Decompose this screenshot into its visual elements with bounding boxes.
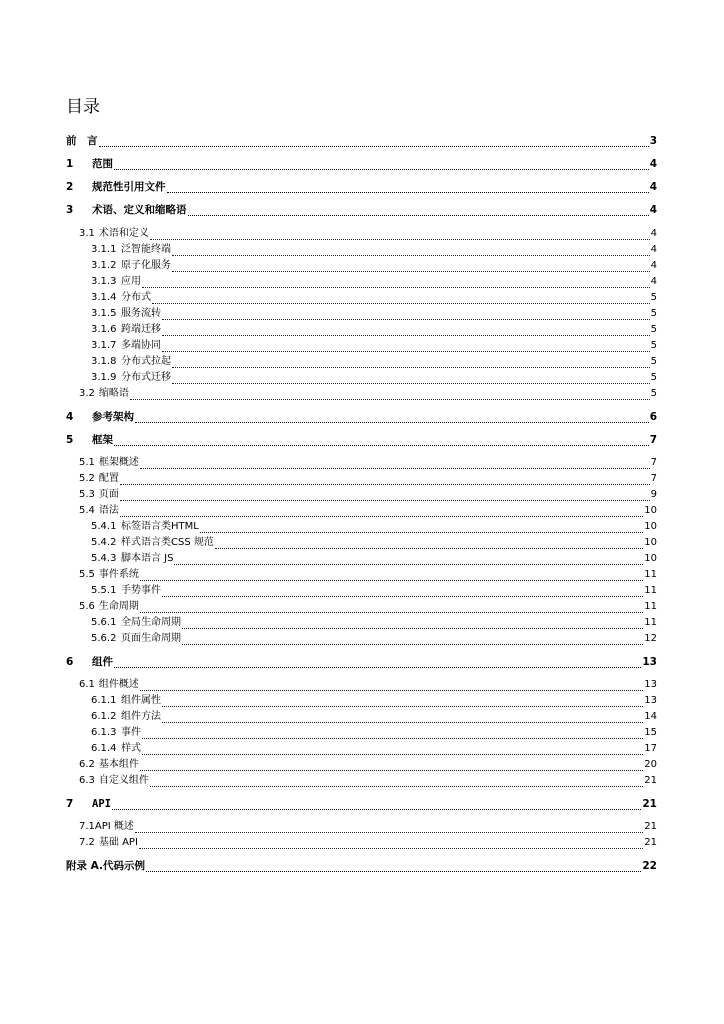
toc-page-number: 10 <box>644 537 657 548</box>
dot-leader <box>135 822 643 833</box>
toc-entry-number: 5.4.2 <box>91 537 117 548</box>
dot-leader <box>114 159 649 170</box>
dot-leader <box>140 760 643 771</box>
toc-entry-label: 代码示例 <box>102 860 145 872</box>
toc-entry-3-1-1[interactable] <box>91 243 657 257</box>
toc-page-number: 11 <box>644 617 657 628</box>
toc-page-number: 12 <box>644 633 657 644</box>
toc-entry-number: 7.1 <box>79 821 95 832</box>
toc-entry-5-4-3[interactable] <box>91 552 657 566</box>
dot-leader <box>130 389 650 400</box>
toc-page-number: 5 <box>650 308 657 319</box>
toc-entry-label: 范围 <box>92 158 113 170</box>
toc-entry-6-1-4[interactable] <box>91 742 657 756</box>
dot-leader <box>142 744 643 755</box>
dot-leader <box>120 506 643 517</box>
toc-page-number: 13 <box>642 656 657 668</box>
toc-entry-label: 样式语言类CSS 规范 <box>121 537 214 548</box>
toc-entry-label: 标签语言类HTML <box>121 521 199 532</box>
toc-entry-label: 事件系统 <box>98 569 139 580</box>
toc-entry-number: 6 <box>66 656 74 668</box>
toc-page-number: 4 <box>649 158 657 170</box>
toc-page-number: 11 <box>644 601 657 612</box>
toc-entry-7-1[interactable] <box>79 820 657 834</box>
toc-entry-number: 5.2 <box>79 473 95 484</box>
toc-page-number: 3 <box>649 135 657 147</box>
toc-page-number: 6 <box>649 411 657 423</box>
toc-entry-7[interactable] <box>66 797 657 811</box>
toc-page-number: 4 <box>649 204 657 216</box>
toc-entry-number: 5.6.2 <box>91 633 117 644</box>
dot-leader <box>146 861 641 872</box>
dot-leader <box>162 696 643 707</box>
toc-entry-3[interactable] <box>66 203 657 217</box>
toc-entry-foreword[interactable] <box>66 134 657 148</box>
dot-leader <box>99 136 649 147</box>
toc-entry-number: 3.1.6 <box>91 324 117 335</box>
toc-page-number: 11 <box>644 569 657 580</box>
toc-entry-number: 5.4.1 <box>91 521 117 532</box>
toc-page-number: 5 <box>650 324 657 335</box>
toc-entry-6-1-3[interactable] <box>91 726 657 740</box>
toc-entry-5-1[interactable] <box>79 456 657 470</box>
toc-entry-label: 基本组件 <box>98 759 139 770</box>
toc-entry-number: 3.1.4 <box>91 292 117 303</box>
toc-page-number: 5 <box>650 388 657 399</box>
toc-entry-3-1[interactable] <box>79 227 657 241</box>
toc-entry-label: 事件 <box>121 727 141 738</box>
toc-entry-number: 6.2 <box>79 759 95 770</box>
toc-entry-label: 生命周期 <box>98 601 139 612</box>
toc-page-number: 21 <box>644 837 657 848</box>
toc-entry-number: 4 <box>66 411 74 423</box>
toc-page-number: 22 <box>642 860 657 872</box>
toc-page-number: 13 <box>644 679 657 690</box>
toc-entry-label: 分布式拉起 <box>121 356 171 367</box>
toc-entry-number: 5.6 <box>79 601 95 612</box>
toc-entry-number: 3.1.3 <box>91 276 117 287</box>
toc-page-number: 17 <box>644 743 657 754</box>
toc-page-number: 13 <box>644 695 657 706</box>
toc-entry-number: 5.6.1 <box>91 617 117 628</box>
toc-entry-6-1-1[interactable] <box>91 694 657 708</box>
toc-page-number: 5 <box>650 372 657 383</box>
toc-entry-label: 服务流转 <box>121 308 161 319</box>
toc-page-number: 15 <box>644 727 657 738</box>
toc-entry-label: 自定义组件 <box>98 775 149 786</box>
toc-page-number: 11 <box>644 585 657 596</box>
toc-entry-label: 语法 <box>98 505 119 516</box>
toc-entry-number: 3.1.7 <box>91 340 117 351</box>
toc-entry-number: 5.4.3 <box>91 553 117 564</box>
toc-entry-label: 页面 <box>98 489 119 500</box>
toc-entry-5-5[interactable] <box>79 568 657 582</box>
toc-entry-number: 5.1 <box>79 457 95 468</box>
toc-entry-label: 手势事件 <box>121 585 161 596</box>
toc-entry-label: 框架 <box>92 434 113 446</box>
toc-entry-3-2[interactable] <box>79 387 657 401</box>
toc-entry-label: 规范性引用文件 <box>92 181 166 193</box>
dot-leader <box>140 602 643 613</box>
toc-entry-5-5-1[interactable] <box>91 584 657 598</box>
toc-entry-number: 1 <box>66 158 74 170</box>
toc-entry-number: 5.5 <box>79 569 95 580</box>
dot-leader <box>172 245 650 256</box>
toc-page-number: 10 <box>644 521 657 532</box>
toc-entry-5[interactable] <box>66 433 657 447</box>
toc-entry-number: 5.3 <box>79 489 95 500</box>
toc-entry-label: 页面生命周期 <box>121 633 181 644</box>
dot-leader <box>120 490 650 501</box>
toc-entry-3-1-6[interactable] <box>91 323 657 337</box>
toc-entry-number: 6.1.4 <box>91 743 117 754</box>
toc-entry-5-6-2[interactable] <box>91 632 657 646</box>
dot-leader <box>142 277 650 288</box>
toc-entry-2[interactable] <box>66 180 657 194</box>
toc-entry-label: 术语、定义和缩略语 <box>92 204 187 216</box>
toc-entry-label: 参考架构 <box>92 411 134 423</box>
toc-page-number: 5 <box>650 340 657 351</box>
toc-entry-number: 6.3 <box>79 775 95 786</box>
toc-entry-number: 3.1.1 <box>91 244 117 255</box>
dot-leader <box>182 634 643 645</box>
toc-entry-number: 6.1.3 <box>91 727 117 738</box>
toc-entry-3-1-2[interactable] <box>91 259 657 273</box>
toc-entry-3-1-3[interactable] <box>91 275 657 289</box>
toc-page-number: 5 <box>650 356 657 367</box>
toc-entry-number: 3.1 <box>79 228 95 239</box>
toc-entry-5-4[interactable] <box>79 504 657 518</box>
dot-leader <box>162 325 650 336</box>
toc-page-number: 7 <box>649 434 657 446</box>
dot-leader <box>120 474 650 485</box>
toc-page-number: 21 <box>644 775 657 786</box>
dot-leader <box>162 309 650 320</box>
toc-entry-3-1-7[interactable] <box>91 339 657 353</box>
toc-entry-label: API 概述 <box>94 821 134 832</box>
toc-entry-label: 配置 <box>98 473 119 484</box>
toc-entry-label: 基础 API <box>98 837 138 848</box>
toc-entry-7-2[interactable] <box>79 836 657 850</box>
toc-entry-5-6[interactable] <box>79 600 657 614</box>
toc-entry-5-4-1[interactable] <box>91 520 657 534</box>
toc-entry-number: 6.1.1 <box>91 695 117 706</box>
dot-leader <box>162 586 643 597</box>
toc-page-number: 7 <box>650 457 657 468</box>
toc-page-number: 4 <box>650 228 657 239</box>
dot-leader <box>140 680 643 691</box>
toc-entry-label: 组件 <box>92 656 113 668</box>
dot-leader <box>174 554 643 565</box>
toc-entry-number: 3.1.8 <box>91 356 117 367</box>
toc-entry-number: 3 <box>66 204 74 216</box>
dot-leader <box>139 838 643 849</box>
dot-leader <box>135 412 649 423</box>
toc-entry-6[interactable] <box>66 655 657 669</box>
dot-leader <box>114 657 641 668</box>
toc-entry-label: API <box>92 798 111 810</box>
toc-entry-label: 组件概述 <box>98 679 139 690</box>
toc-page-number: 10 <box>644 505 657 516</box>
toc-entry-number: 7.2 <box>79 837 95 848</box>
dot-leader <box>167 182 649 193</box>
dot-leader <box>114 435 649 446</box>
toc-entry-label: 多端协同 <box>121 340 161 351</box>
toc-page-number: 9 <box>650 489 657 500</box>
toc-entry-3-1-9[interactable] <box>91 371 657 385</box>
dot-leader <box>215 538 643 549</box>
toc-page-number: 10 <box>644 553 657 564</box>
toc-entry-label: 术语和定义 <box>98 228 149 239</box>
toc-entry-number: 6.1.2 <box>91 711 117 722</box>
toc-entry-number: 6.1 <box>79 679 95 690</box>
toc-entry-label: 应用 <box>121 276 141 287</box>
dot-leader <box>200 522 643 533</box>
toc-entry-label: 前 言 <box>66 135 98 147</box>
dot-leader <box>150 776 643 787</box>
toc-entry-number: 3.1.5 <box>91 308 117 319</box>
toc-page-number: 7 <box>650 473 657 484</box>
toc-entry-1[interactable] <box>66 157 657 171</box>
toc-entry-number: 5.4 <box>79 505 95 516</box>
dot-leader <box>188 205 649 216</box>
toc-page-number: 14 <box>644 711 657 722</box>
toc-entry-6-2[interactable] <box>79 758 657 772</box>
toc-entry-number: 3.1.9 <box>91 372 117 383</box>
dot-leader <box>172 357 650 368</box>
toc-entry-label: 组件方法 <box>121 711 161 722</box>
toc-entry-3-1-5[interactable] <box>91 307 657 321</box>
toc-entry-number: 3.1.2 <box>91 260 117 271</box>
dot-leader <box>150 229 650 240</box>
toc-entry-5-6-1[interactable] <box>91 616 657 630</box>
dot-leader <box>112 799 641 810</box>
toc-entry-label: 框架概述 <box>98 457 139 468</box>
toc-entry-number: 5.5.1 <box>91 585 117 596</box>
dot-leader <box>162 712 643 723</box>
dot-leader <box>142 728 643 739</box>
toc-entry-label: 泛智能终端 <box>121 244 171 255</box>
toc-entry-5-3[interactable] <box>79 488 657 502</box>
toc-entry-number: 7 <box>66 798 74 810</box>
dot-leader <box>172 261 650 272</box>
toc-entry-number: 3.2 <box>79 388 95 399</box>
toc-page-number: 20 <box>644 759 657 770</box>
toc-entry-label: 分布式迁移 <box>121 372 171 383</box>
toc-entry-3-1-4[interactable] <box>91 291 657 305</box>
dot-leader <box>172 373 650 384</box>
toc-entry-3-1-8[interactable] <box>91 355 657 369</box>
toc-entry-6-1-2[interactable] <box>91 710 657 724</box>
dot-leader <box>152 293 650 304</box>
toc-entry-label: 缩略语 <box>98 388 129 399</box>
dot-leader <box>140 570 643 581</box>
toc-entry-number: 5 <box>66 434 74 446</box>
dot-leader <box>182 618 643 629</box>
toc-entry-label: 脚本语言 JS <box>121 553 174 564</box>
toc-entry-6-3[interactable] <box>79 774 657 788</box>
toc-entry-label: 组件属性 <box>121 695 161 706</box>
toc-page-number: 4 <box>649 181 657 193</box>
toc-entry-label: 样式 <box>121 743 141 754</box>
toc-entry-6-1[interactable] <box>79 678 657 692</box>
toc-entry-4[interactable] <box>66 410 657 424</box>
toc-entry-number: 2 <box>66 181 74 193</box>
dot-leader <box>140 458 650 469</box>
toc-entry-label: 原子化服务 <box>121 260 171 271</box>
toc-title: 目录 <box>66 97 100 117</box>
toc-entry-label: 分布式 <box>121 292 151 303</box>
toc-entry-appendix-a[interactable] <box>66 859 657 873</box>
toc-entry-label: 跨端迁移 <box>121 324 161 335</box>
toc-page-number: 5 <box>650 292 657 303</box>
dot-leader <box>162 341 650 352</box>
toc-entry-5-2[interactable] <box>79 472 657 486</box>
toc-page-number: 4 <box>650 260 657 271</box>
toc-entry-number: 附录 A. <box>66 860 103 872</box>
toc-page-number: 4 <box>650 276 657 287</box>
toc-entry-5-4-2[interactable] <box>91 536 657 550</box>
toc-page-number: 21 <box>642 798 657 810</box>
toc-page-number: 21 <box>644 821 657 832</box>
toc-page-number: 4 <box>650 244 657 255</box>
toc-entry-label: 全局生命周期 <box>121 617 181 628</box>
